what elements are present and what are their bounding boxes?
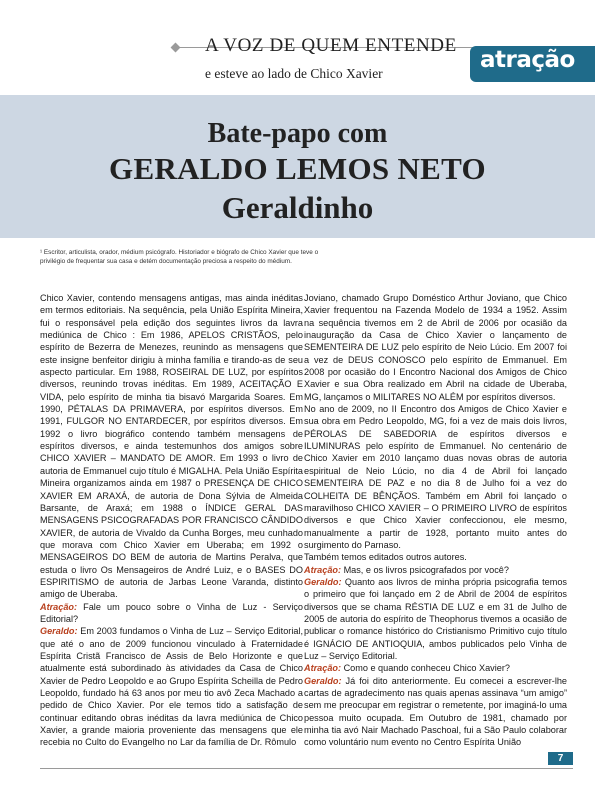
question-text: Mas, e os livros psicografados por você? [341, 564, 509, 575]
page-number: 7 [548, 752, 573, 765]
speaker-label: Geraldo: [40, 626, 78, 637]
question [40, 601, 303, 626]
paragraph: Chico Xavier, contendo mensagens antigas, mas ainda inéditas em termos editoriais. Na sequência, pela União Espírita Mineira, fui o responsável pela edição dos seguintes livros da lavra mediúnica de Chico : Em 1986, APELOS CRISTÃOS, pelo espírito de Bezerra de Menezes, reunindo as mensagens que este insigne benfeitor dirigiu à minha família e tirando-as de seu aspecto particular. Em 1988, ROSEIRAL DE LUZ, por espíritos diversos, reunindo trovas inéditas. Em 1989, ACEITAÇÃO E VIDA, pelo espírito de minha tia bisavó Margarida Soares. Em 1990, PÉTALAS DA PRIMAVERA, por espíritos diversos. Em 1991, FULGOR NO ENTARDECER, por espíritos diversos. Em 1992 o livro biográfico contendo também mensagens de espíritos diversos, e ainda testemunhos dos amigos sobre CHICO XAVIER – MANDATO DE AMOR. Em 1993 o livro de autoria de Emmanuel cujo título é MIGALHA. Pela União Espírita Mineira organizamos ainda em 1987 o PRESENÇA DE CHICO XAVIER EM ARAXÁ, de autoria de Dona Sýlvia de Almeida Barsante, de Araxá; em 1988 o ÍNDICE GERAL DAS MENSAGENS PSICOGRAFADAS POR FRANCISCO CÂNDIDO XAVIER, de autoria de Vivaldo da Cunha Borges, meu cunhado que morava com Chico Xavier em Uberaba; em 1992 o MENSAGEIROS DO BEM de autoria de Martins Peralva, que estuda o livro Os Mensageiros de André Luiz, e o BASES DO ESPIRITISMO de autoria de Jarbas Leone Varanda, distinto amigo de Uberaba. [40, 293, 303, 600]
paragraph: Também temos editados outros autores. [304, 552, 467, 563]
speaker-label: Atração: [40, 601, 78, 612]
text-column-right [304, 292, 567, 749]
paragraph: No ano de 2009, no II Encontro dos Amigos de Chico Xavier e sua obra em Pedro Leopoldo, MG, foi a vez de mais dois livros, PÉROLAS DE SABEDORIA de espíritos diversos e ILUMINURAS pelo espírito de Emmanuel. No centenário de Chico Xavier em 2010 lançamo duas novas obras de autoria espiritual de Neio Lúcio, no dia 4 de Abril foi lançado SEMENTEIRA DE PAZ e no dia 8 de Julho foi a vez do COLHEITA DE BÊNÇÃOS. Também em Abril foi lançado o maravilhoso CHICO XAVIER – O PRIMEIRO LIVRO de espíritos diversos e que Chico Xavier confeccionou, ele mesmo, manualmente a partir de 1928, portanto muito antes do surgimento do Parnaso. [304, 404, 567, 550]
speaker-label: Atração: [304, 663, 342, 674]
question-text: Como e quando conheceu Chico Xavier? [341, 663, 510, 674]
article-title-line3: Geraldinho [221, 190, 374, 225]
speaker-label: Geraldo: [304, 576, 342, 587]
answer [304, 576, 567, 662]
answer-text: Já foi dito anteriormente. Eu comecei a escrever-lhe cartas de agradecimento nas quais apenas assinava “um amigo” sem me preocupar em registrar o remetente, por imaginá-lo uma pessoa muito ocupada. Em Outubro de 1981, chamado por minha tia avó Nair Machado Paschoal, fui a São Paulo colaborar como voluntário num evento no Centro Espírita União [304, 675, 567, 748]
speaker-label: Atração: [304, 564, 342, 575]
question-text: Fale um pouco sobre o Vinha de Luz - Serviço Editorial? [40, 601, 303, 624]
paragraph: Joviano, chamado Grupo Doméstico Arthur Joviano, que Chico Xavier frequentou na Fazenda Modelo de 1934 a 1952. Assim na sequência tivemos em 2 de Abril de 2006 por ocasião da inauguração da Casa de Chico Xavier o lançamento de SEMENTEIRA DE LUZ pelo espírito de Neio Lúcio. Em 2007 foi a vez de DEUS CONOSCO pelo espírito de Emmanuel. Em 2008 por ocasião do I Encontro Nacional dos Amigos de Chico Xavier e sua Obra realizado em Abril na cidade de Uberaba, MG, lançamos o MILITARES NO ALÉM por espíritos diversos. [304, 293, 567, 402]
section-tab [470, 46, 595, 82]
section-tab-label: atração [480, 47, 575, 73]
question [304, 662, 567, 674]
text-column-left [40, 292, 303, 749]
question [304, 564, 567, 576]
article-title-line2: GERALDO LEMOS NETO [109, 151, 486, 186]
answer [40, 625, 303, 748]
answer [304, 675, 567, 749]
section-title: A VOZ DE QUEM ENTENDE [205, 35, 457, 56]
section-subtitle: e esteve ao lado de Chico Xavier [205, 66, 383, 81]
answer-text: Quanto aos livros de minha própria psicografia temos o primeiro que foi lançado em 2 de Abril de 2004 de espíritos diversos que se chama RÉSTIA DE LUZ e em 31 de Julho de 2005 de autoria do espírito de Theophorus tivemos a ocasião de publicar o romance histórico do Cristianismo Primitivo cujo título é IGNÁCIO DE ANTIOQUIA, ambos publicados pelo Vinha de Luz – Serviço Editorial. [304, 576, 567, 661]
author-footnote: ¹ Escritor, articulista, orador, médium psicógrafo. Historiador e biógrafo de Chico Xavier que teve o privilégio de frequentar sua casa e detém documentação preciosa a respeito do médium. [40, 249, 319, 265]
article-title-line1: Bate-papo com [207, 118, 388, 149]
answer-text: Em 2003 fundamos o Vinha de Luz – Serviço Editorial, que até o ano de 2009 funcionou vinculado à Fraternidade Espírita Cristã Francisco de Assis de Belo Horizonte e que atualmente está subordinado às atividades da Casa de Chico Xavier de Pedro Leopoldo e ao Grupo Espírita Scheilla de Pedro Leopoldo, fundado há 63 anos por meu tio avô Zeca Machado a pedido de Chico Xavier. Por ele temos tido a satisfação de continuar editando obras inéditas da lavra mediúnica de Chico Xavier, a grande maioria proveniente das mensagens que ele recebia no Culto do Evangelho no Lar da família de Dr. Rômulo [40, 626, 303, 748]
speaker-label: Geraldo: [304, 675, 342, 686]
footer-rule [40, 768, 573, 769]
